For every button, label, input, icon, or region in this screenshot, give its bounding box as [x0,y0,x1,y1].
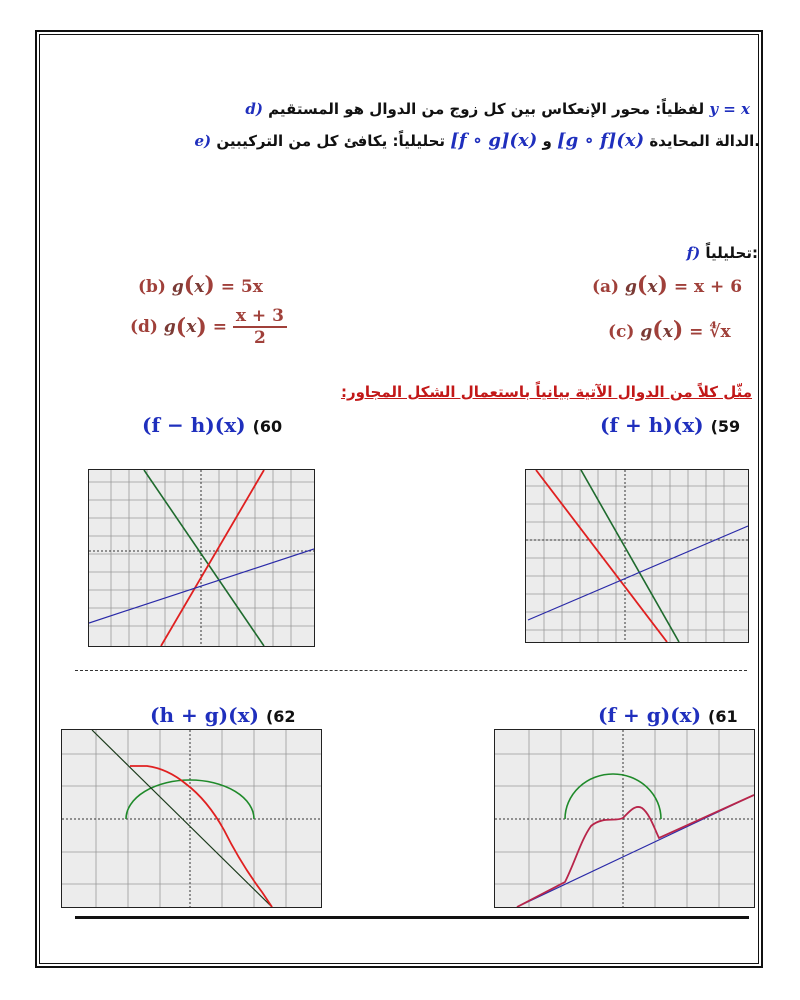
item-e [194,130,760,151]
line-h [581,470,679,642]
item-f [687,244,758,262]
equation-d-lhs: g [163,317,176,337]
problem-59-label [600,413,740,437]
equation-d-var: x [186,317,197,337]
item-e-text-a: تحليلياً: يكافئ كل من التركيبين [216,132,446,150]
equation-a-lhs: g [625,277,637,297]
graph-61 [494,729,755,908]
problem-61-expr: (f + g)(x) [598,703,702,727]
equation-c: (c) g(x) = ∜x [608,317,731,343]
equation-d-label: (d) [130,317,158,337]
item-d-label: d) [245,100,263,118]
graph-62 [61,729,322,908]
equation-a-label: (a) [592,277,620,297]
problem-62-number: (62 [265,707,296,726]
equation-a-var: x [647,277,658,297]
equation-a-rhs: = x + 6 [673,277,743,297]
item-d [245,100,760,118]
problem-61-number: (61 [708,707,738,726]
item-f-label: f) [686,244,701,262]
equation-d-fraction [233,306,287,348]
line-f [161,470,264,646]
equation-d-denominator: 2 [253,328,266,348]
problem-59-number: (59 [710,417,741,436]
line-f [536,470,667,642]
problem-62-expr: (h + g)(x) [150,703,259,727]
equation-d-numerator: x + 3 [233,306,287,328]
item-d-text: لفظياً: محور الإنعكاس بين كل زوج من الدوال هو المستقيم [268,100,705,118]
equation-c-label: (c) [608,322,635,342]
grid-lines [526,470,748,642]
equation-c-rhs: = ∜x [689,322,731,342]
item-f-text: تحليلياً: [705,244,758,262]
line-h [144,470,264,646]
item-e-text-b: الدالة المحايدة. [649,132,760,150]
equation-c-var: x [662,322,673,342]
problem-61-label [598,703,738,727]
problem-60-expr: (f − h)(x) [142,413,246,437]
equation-b-rhs: = 5x [220,277,263,297]
graph-59 [525,469,749,643]
equation-b-label: (b) [138,277,166,297]
item-d-math: y = x [709,100,750,118]
item-e-comp1: [f ∘ g](x) [450,130,538,151]
equation-b: (b) g(x) = 5x [138,272,263,298]
problem-62-label [150,703,296,727]
graph-60 [88,469,315,647]
item-e-comp2: [g ∘ f](x) [557,130,645,151]
bottom-rule [75,916,749,919]
equation-c-lhs: g [640,322,653,342]
problem-59-expr: (f + h)(x) [600,413,704,437]
equation-a: (a) g(x) = x + 6 [592,272,743,298]
section-divider [75,670,747,671]
item-e-conj: و [542,132,552,150]
problem-60-number: (60 [252,417,283,436]
section-title: مثّل كلاً من الدوال الآتية بيانياً باستعمال الشكل المجاور: [340,383,752,401]
problem-60-label [142,413,282,437]
item-e-label: e) [194,132,212,150]
equation-b-var: x [194,277,205,297]
equation-b-lhs: g [171,277,184,297]
equation-d: (d) g(x) = $\frac{x + 3}{2}$ [130,306,287,348]
